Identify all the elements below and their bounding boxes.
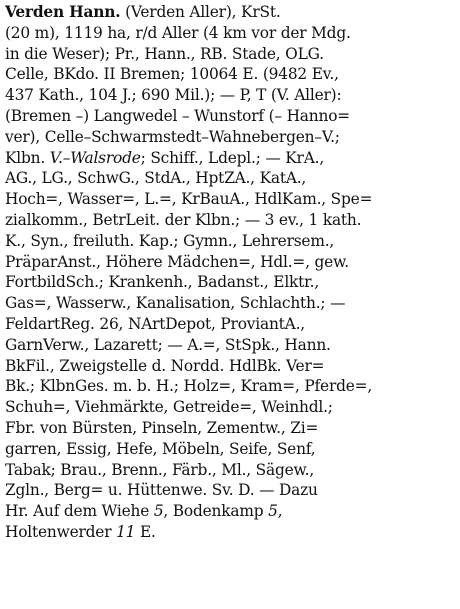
entry-line-1 <box>5 2 457 23</box>
entry-line-10: Hoch=, Wasser=, L.=, KrBauA., HdlKam., Spe= <box>5 190 373 209</box>
entry-text: , Bodenkamp <box>163 502 269 521</box>
entry-line-26 <box>5 522 457 543</box>
entry-text: Hr. Auf dem Wiehe <box>5 502 154 521</box>
entry-line-22: garren, Essig, Hefe, Möbeln, Seife, Senf, <box>5 439 316 458</box>
railway-line-name: V.–Walsrode <box>49 148 141 167</box>
entry-text: Klbn. <box>5 148 50 167</box>
entry-text: , <box>277 502 283 521</box>
resident-count: 11 <box>116 522 136 541</box>
entry-line-4: Celle, BKdo. II Bremen; 10064 E. (9482 Ev., <box>5 65 339 84</box>
entry-line-23: Tabak; Brau., Brenn., Färb., Ml., Sägew., <box>5 460 315 479</box>
entry-text: E. <box>135 522 156 541</box>
entry-line-3: in die Weser); Pr., Hann., RB. Stade, OLG. <box>5 44 324 63</box>
entry-line-11: zialkomm., BetrLeit. der Klbn.; — 3 ev., 1 kath. <box>5 210 362 229</box>
entry-line-19: Bk.; KlbnGes. m. b. H.; Holz=, Kram=, Pferde=, <box>5 377 373 396</box>
entry-line-2: (20 m), 1119 ha, r/d Aller (4 km vor der Mdg. <box>5 23 351 42</box>
resident-count: 5 <box>268 502 278 521</box>
resident-count: 5 <box>153 502 164 521</box>
entry-line-5: 437 Kath., 104 J.; 690 Mil.); — P, T (V. Aller): <box>5 86 342 105</box>
entry-text: ; Schiff., Ldepl.; — KrA., <box>140 148 325 167</box>
entry-line-25 <box>5 501 457 522</box>
entry-line-13: PräparAnst., Höhere Mädchen=, Hdl.=, gew. <box>5 252 349 271</box>
entry-line-18: BkFil., Zweigstelle d. Nordd. HdlBk. Ver= <box>5 356 325 375</box>
entry-line-24: Zgln., Berg= u. Hüttenwe. Sv. D. — Dazu <box>5 481 318 500</box>
entry-line-7: ver), Celle–Schwarmstedt–Wahnebergen–V.; <box>5 127 340 146</box>
gazetteer-entry <box>5 2 457 543</box>
entry-line-6: (Bremen –) Langwedel – Wunstorf (– Hanno= <box>5 106 350 125</box>
entry-line-14: FortbildSch.; Krankenh., Badanst., Elktr., <box>5 273 320 292</box>
entry-line-9: AG., LG., SchwG., StdA., HptZA., KatA., <box>5 169 307 188</box>
entry-text: (Verden Aller), KrSt. <box>120 3 281 21</box>
entry-line-20: Schuh=, Viehmärkte, Getreide=, Weinhdl.; <box>5 398 333 417</box>
entry-text: Holtenwerder <box>5 522 117 541</box>
entry-line-21: Fbr. von Bürsten, Pinseln, Zementw., Zi= <box>5 418 319 437</box>
entry-line-12: K., Syn., freiluth. Kap.; Gymn., Lehrersem., <box>5 231 335 250</box>
entry-line-16: FeldartReg. 26, NArtDepot, ProviantA., <box>5 314 305 333</box>
entry-headword: Verden Hann. <box>5 3 121 21</box>
entry-line-15: Gas=, Wasserw., Kanalisation, Schlachth.; — <box>5 294 346 313</box>
entry-line-8 <box>5 148 457 169</box>
entry-line-17: GarnVerw., Lazarett; — A.=, StSpk., Hann. <box>5 335 331 354</box>
